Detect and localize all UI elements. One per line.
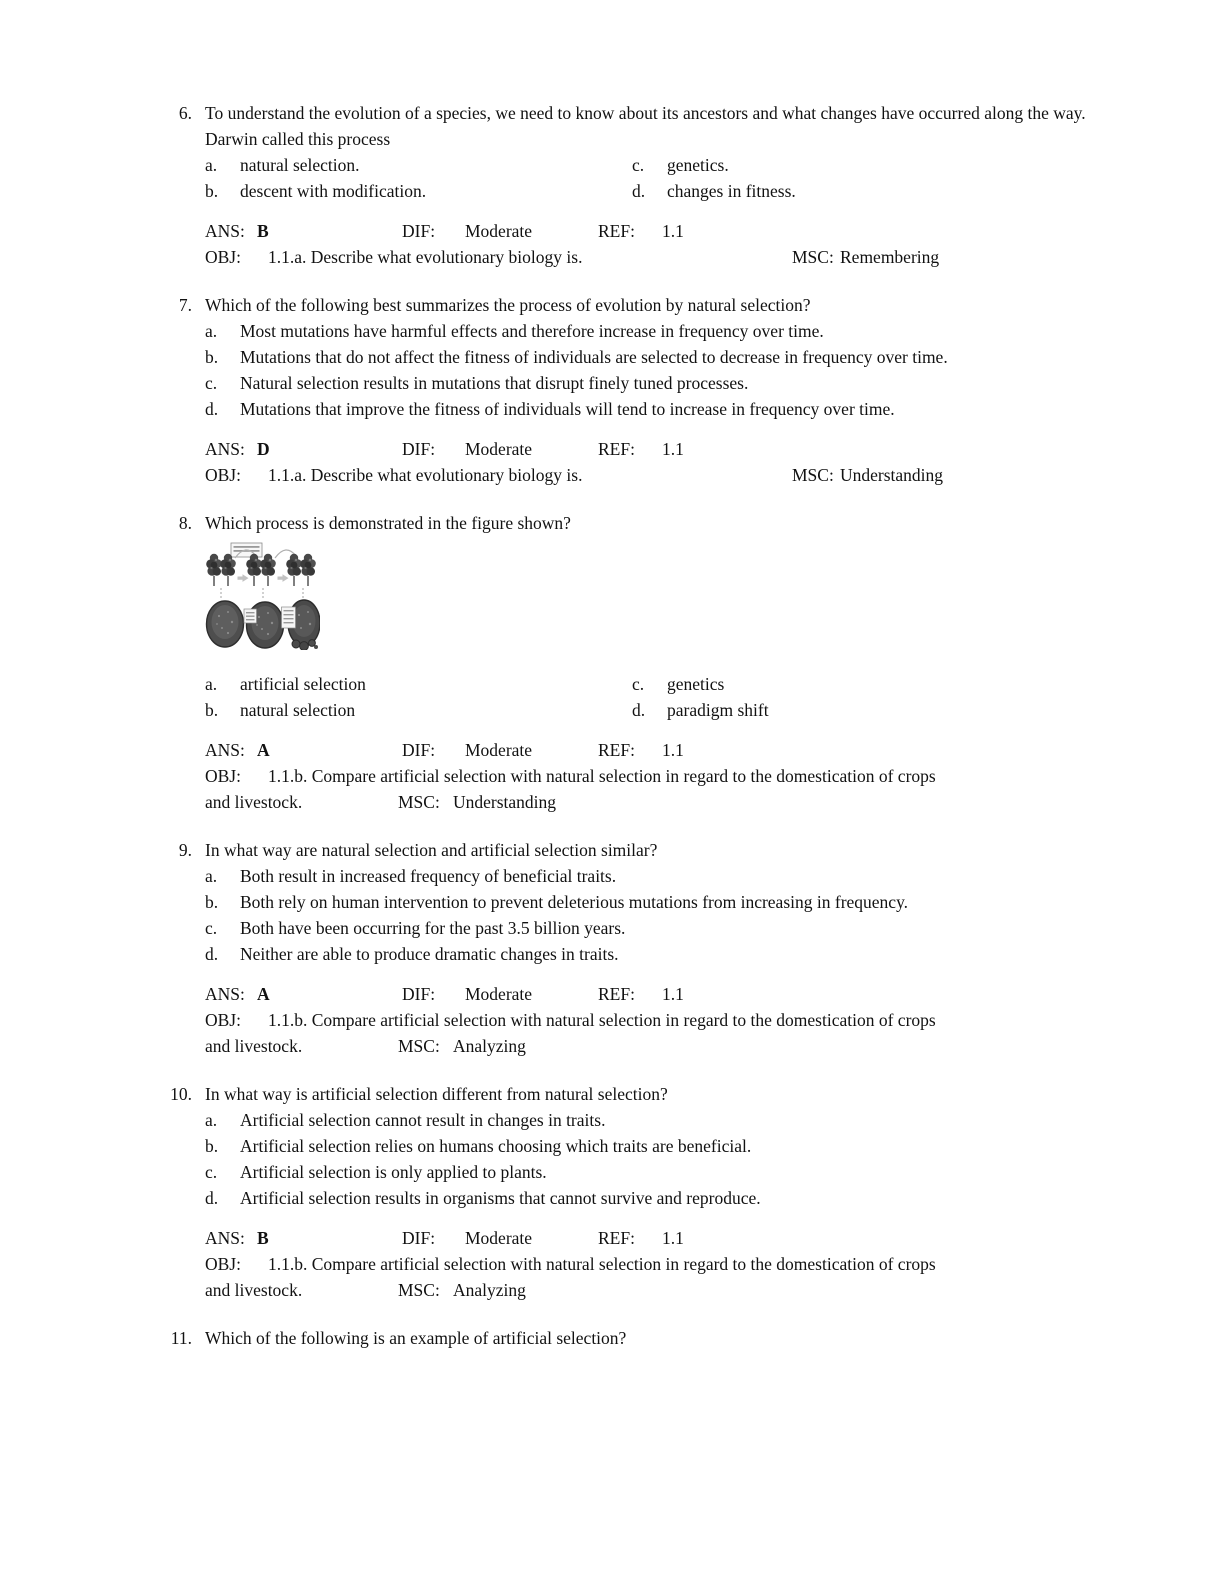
dif-value: Moderate	[465, 740, 533, 760]
obj-value-continued: and livestock.	[205, 1036, 303, 1056]
obj-value: 1.1.a. Describe what evolutionary biology is.	[268, 247, 583, 267]
fruit-1	[207, 601, 244, 647]
ref-value: 1.1	[662, 439, 684, 459]
question-text: Which of the following is an example of artificial selection?	[205, 1328, 627, 1348]
question	[160, 510, 1164, 815]
obj-value: 1.1.b. Compare artificial selection with natural selection in regard to the domestication of crops	[268, 1010, 936, 1030]
question	[160, 292, 1164, 488]
dif-value: Moderate	[465, 1228, 533, 1248]
objective-line	[205, 1007, 1105, 1033]
obj-label: OBJ:	[205, 1254, 241, 1274]
option-text: natural selection.	[240, 155, 360, 175]
question	[160, 1325, 1164, 1351]
option-text: Both result in increased frequency of beneficial traits.	[240, 866, 617, 886]
options-list	[205, 671, 1105, 723]
option-letter: d.	[632, 181, 646, 201]
option-row	[205, 1185, 1105, 1211]
option-letter: c.	[632, 155, 645, 175]
msc-group	[398, 1277, 526, 1303]
objective-line	[205, 763, 1105, 789]
option-text: Mutations that improve the fitness of individuals will tend to increase in frequency over time.	[240, 399, 895, 419]
objective-line-continued	[205, 1033, 1105, 1059]
answer-block	[205, 981, 1105, 1059]
question-text: In what way are natural selection and artificial selection similar?	[205, 840, 658, 860]
dif-value: Moderate	[465, 984, 533, 1004]
option-row	[205, 889, 1105, 915]
option-text: artificial selection	[240, 674, 366, 694]
question-body	[205, 292, 1105, 488]
answer-block	[205, 436, 1105, 488]
obj-label: OBJ:	[205, 1010, 241, 1030]
option-letter: c.	[205, 1162, 218, 1182]
msc-label: MSC:	[398, 1036, 440, 1056]
question-body	[205, 1325, 1105, 1351]
option-letter: a.	[205, 321, 218, 341]
question-list	[160, 100, 1164, 1351]
obj-label: OBJ:	[205, 465, 241, 485]
option-letter: a.	[205, 674, 218, 694]
option-text: Mutations that do not affect the fitness of individuals are selected to decrease in frequency over time.	[240, 347, 948, 367]
obj-value: 1.1.a. Describe what evolutionary biology is.	[268, 465, 583, 485]
ans-value: A	[257, 984, 270, 1004]
option-letter: b.	[205, 347, 219, 367]
question-text: To understand the evolution of a species, we need to know about its ancestors and what changes have occurred along the way. Darwin called this process	[205, 103, 1086, 149]
option-letter: c.	[205, 373, 218, 393]
objective-line	[205, 244, 1105, 270]
ref-value: 1.1	[662, 740, 684, 760]
objective-line-continued	[205, 1277, 1105, 1303]
option-row	[205, 863, 1105, 889]
msc-value: Analyzing	[453, 1036, 526, 1056]
question-number: 11.	[170, 1328, 192, 1348]
question	[160, 1081, 1164, 1303]
options-list	[205, 863, 1105, 967]
option-row	[205, 318, 1105, 344]
fruit-3-label-box	[282, 607, 296, 628]
fruit-1-label-box	[244, 609, 257, 623]
ref-label: REF:	[598, 984, 635, 1004]
dif-label: DIF:	[402, 740, 436, 760]
question-number: 9.	[178, 840, 192, 860]
option-letter: a.	[205, 866, 218, 886]
objective-line	[205, 462, 1105, 488]
msc-value: Remembering	[840, 247, 940, 267]
question	[160, 837, 1164, 1059]
option-row	[205, 1159, 1105, 1185]
option-letter: a.	[205, 1110, 218, 1130]
obj-value: 1.1.b. Compare artificial selection with natural selection in regard to the domestication of crops	[268, 766, 936, 786]
option-text: natural selection	[240, 700, 356, 720]
option-text: Natural selection results in mutations that disrupt finely tuned processes.	[240, 373, 749, 393]
dif-value: Moderate	[465, 221, 533, 241]
option-text: genetics.	[667, 155, 729, 175]
answer-block	[205, 737, 1105, 815]
option-letter: c.	[632, 674, 645, 694]
ref-label: REF:	[598, 740, 635, 760]
obj-value-continued: and livestock.	[205, 1280, 303, 1300]
msc-label: MSC:	[792, 247, 834, 267]
dif-label: DIF:	[402, 439, 436, 459]
option-row	[205, 370, 1105, 396]
question-number: 7.	[178, 295, 192, 315]
ref-value: 1.1	[662, 984, 684, 1004]
ref-value: 1.1	[662, 221, 684, 241]
option-row	[205, 1107, 1105, 1133]
answer-line	[205, 737, 1105, 763]
msc-group	[398, 789, 556, 815]
question-text: Which process is demonstrated in the figure shown?	[205, 513, 571, 533]
obj-label: OBJ:	[205, 766, 241, 786]
answer-line	[205, 981, 1105, 1007]
ref-label: REF:	[598, 221, 635, 241]
answer-line	[205, 218, 1105, 244]
option-text: genetics	[667, 674, 725, 694]
answer-line	[205, 436, 1105, 462]
ans-label: ANS:	[205, 984, 245, 1004]
ans-value: A	[257, 740, 270, 760]
msc-label: MSC:	[792, 465, 834, 485]
obj-label: OBJ:	[205, 247, 241, 267]
answer-line	[205, 1225, 1105, 1251]
msc-value: Understanding	[840, 465, 944, 485]
objective-line-continued	[205, 789, 1105, 815]
ans-value: B	[257, 221, 269, 241]
answer-block	[205, 218, 1105, 270]
dif-label: DIF:	[402, 1228, 436, 1248]
option-row	[205, 941, 1105, 967]
question-text: In what way is artificial selection different from natural selection?	[205, 1084, 668, 1104]
obj-value-continued: and livestock.	[205, 792, 303, 812]
question-body	[205, 1081, 1105, 1303]
ans-value: B	[257, 1228, 269, 1248]
option-text: Artificial selection results in organisms that cannot survive and reproduce.	[240, 1188, 761, 1208]
question-body	[205, 510, 1105, 815]
selective-breeding-diagram	[205, 538, 320, 650]
objective-line	[205, 1251, 1105, 1277]
question-number: 10.	[170, 1084, 192, 1104]
option-letter: a.	[205, 155, 218, 175]
obj-value: 1.1.b. Compare artificial selection with natural selection in regard to the domestication of crops	[268, 1254, 936, 1274]
msc-group	[792, 244, 939, 270]
option-text: Artificial selection is only applied to plants.	[240, 1162, 547, 1182]
option-letter: d.	[205, 399, 219, 419]
ans-label: ANS:	[205, 221, 245, 241]
option-text: changes in fitness.	[667, 181, 796, 201]
ref-value: 1.1	[662, 1228, 684, 1248]
option-letter: d.	[205, 1188, 219, 1208]
option-letter: c.	[205, 918, 218, 938]
answer-block	[205, 1225, 1105, 1303]
dif-value: Moderate	[465, 439, 533, 459]
question	[160, 100, 1164, 270]
option-letter: b.	[205, 892, 219, 912]
ans-label: ANS:	[205, 1228, 245, 1248]
question-body	[205, 100, 1105, 270]
option-letter: b.	[205, 181, 219, 201]
question-number: 8.	[178, 513, 192, 533]
dif-label: DIF:	[402, 984, 436, 1004]
msc-group	[792, 462, 943, 488]
ref-label: REF:	[598, 1228, 635, 1248]
question-text: Which of the following best summarizes the process of evolution by natural selection?	[205, 295, 811, 315]
options-list	[205, 152, 1105, 204]
option-letter: d.	[632, 700, 646, 720]
option-text: Artificial selection cannot result in changes in traits.	[240, 1110, 606, 1130]
artificial-selection-figure	[205, 538, 323, 657]
option-text: Neither are able to produce dramatic changes in traits.	[240, 944, 619, 964]
ref-label: REF:	[598, 439, 635, 459]
option-text: Both have been occurring for the past 3.5 billion years.	[240, 918, 626, 938]
msc-value: Understanding	[453, 792, 557, 812]
option-row	[205, 915, 1105, 941]
option-text: Both rely on human intervention to prevent deleterious mutations from increasing in frequency.	[240, 892, 909, 912]
option-text: descent with modification.	[240, 181, 427, 201]
option-letter: b.	[205, 1136, 219, 1156]
question-body	[205, 837, 1105, 1059]
msc-group	[398, 1033, 526, 1059]
ans-label: ANS:	[205, 439, 245, 459]
msc-value: Analyzing	[453, 1280, 526, 1300]
options-list	[205, 318, 1105, 422]
option-row	[205, 344, 1105, 370]
msc-label: MSC:	[398, 792, 440, 812]
question-number: 6.	[178, 103, 192, 123]
ans-label: ANS:	[205, 740, 245, 760]
option-text: Most mutations have harmful effects and therefore increase in frequency over time.	[240, 321, 824, 341]
option-text: paradigm shift	[667, 700, 769, 720]
dif-label: DIF:	[402, 221, 436, 241]
option-row	[205, 396, 1105, 422]
option-text: Artificial selection relies on humans choosing which traits are beneficial.	[240, 1136, 752, 1156]
ans-value: D	[257, 439, 270, 459]
options-list	[205, 1107, 1105, 1211]
option-row	[205, 1133, 1105, 1159]
option-letter: d.	[205, 944, 219, 964]
msc-label: MSC:	[398, 1280, 440, 1300]
option-letter: b.	[205, 700, 219, 720]
